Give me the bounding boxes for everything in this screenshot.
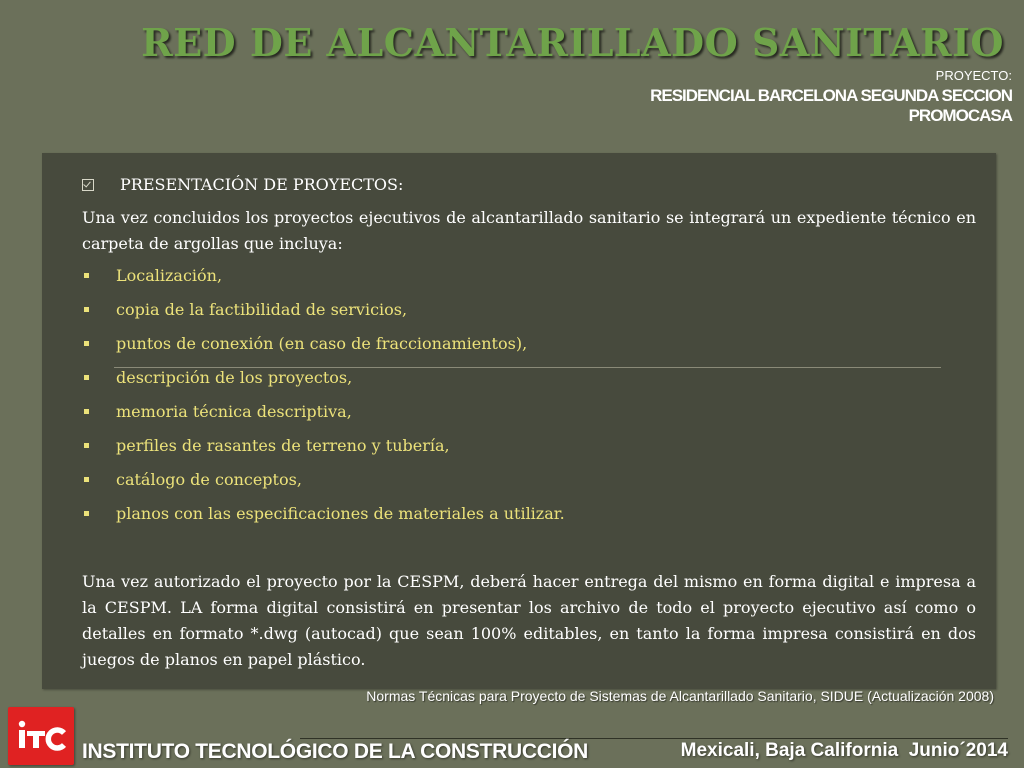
list-item-text: puntos de conexión (en caso de fraccionamientos),: [116, 334, 528, 353]
intro-paragraph: Una vez concluidos los proyectos ejecutivos de alcantarillado sanitario se integrará un expediente técnico en carpeta de argollas que incluya:: [82, 208, 976, 253]
project-name-line2: PROMOCASA: [908, 106, 1012, 125]
footer-divider: [300, 738, 1008, 739]
content-panel: [42, 153, 996, 689]
square-bullet-icon: [84, 511, 89, 516]
square-bullet-icon: [84, 341, 89, 346]
checkbox-checked-icon: [82, 179, 94, 191]
square-bullet-icon: [84, 477, 89, 482]
slide-title: RED DE ALCANTARILLADO SANITARIO: [141, 20, 1004, 65]
list-item-text: copia de la factibilidad de servicios,: [116, 300, 408, 319]
square-bullet-icon: [84, 375, 89, 380]
norms-reference: Normas Técnicas para Proyecto de Sistemas de Alcantarillado Sanitario, SIDUE (Actualización 2008): [366, 688, 994, 704]
list-item: [82, 467, 565, 501]
project-name: [650, 86, 1012, 126]
institute-name: INSTITUTO TECNOLÓGICO DE LA CONSTRUCCIÓN: [82, 740, 588, 763]
divider-line: [114, 367, 941, 368]
itc-logo: [8, 707, 74, 765]
square-bullet-icon: [84, 443, 89, 448]
list-item: [82, 331, 565, 365]
list-item-text: catálogo de conceptos,: [116, 470, 302, 489]
section-heading: [82, 175, 403, 194]
list-item-text: planos con las especificaciones de materiales a utilizar.: [116, 504, 565, 523]
itc-logo-graphic: [8, 707, 74, 765]
list-item-text: memoria técnica descriptiva,: [116, 402, 352, 421]
square-bullet-icon: [84, 409, 89, 414]
requirements-list: [82, 263, 565, 535]
section-heading-text: PRESENTACIÓN DE PROYECTOS:: [120, 175, 404, 194]
list-item-text: perfiles de rasantes de terreno y tubería,: [116, 436, 450, 455]
square-bullet-icon: [84, 273, 89, 278]
project-label: PROYECTO:: [935, 68, 1012, 83]
list-item-text: Localización,: [116, 266, 223, 285]
square-bullet-icon: [84, 307, 89, 312]
list-item: [82, 501, 565, 535]
list-item: [82, 263, 565, 297]
list-item: [82, 433, 565, 467]
list-item: [82, 365, 565, 399]
list-item: [82, 297, 565, 331]
closing-paragraph: Una vez autorizado el proyecto por la CESPM, deberá hacer entrega del mismo en forma digital e impresa a la CESPM. LA forma digital consistirá en presentar los archivo de todo el proyecto ejecutivo así como o detalles en formato *.dwg (autocad) que sean 100% editables, en tanto la forma impresa consistirá en dos juegos de planos en papel plástico.: [82, 572, 976, 669]
location-date: Mexicali, Baja California Junio´2014: [680, 740, 1008, 761]
list-item-text: descripción de los proyectos,: [116, 368, 353, 387]
project-name-line1: RESIDENCIAL BARCELONA SEGUNDA SECCION: [650, 86, 1012, 105]
list-item: [82, 399, 565, 433]
